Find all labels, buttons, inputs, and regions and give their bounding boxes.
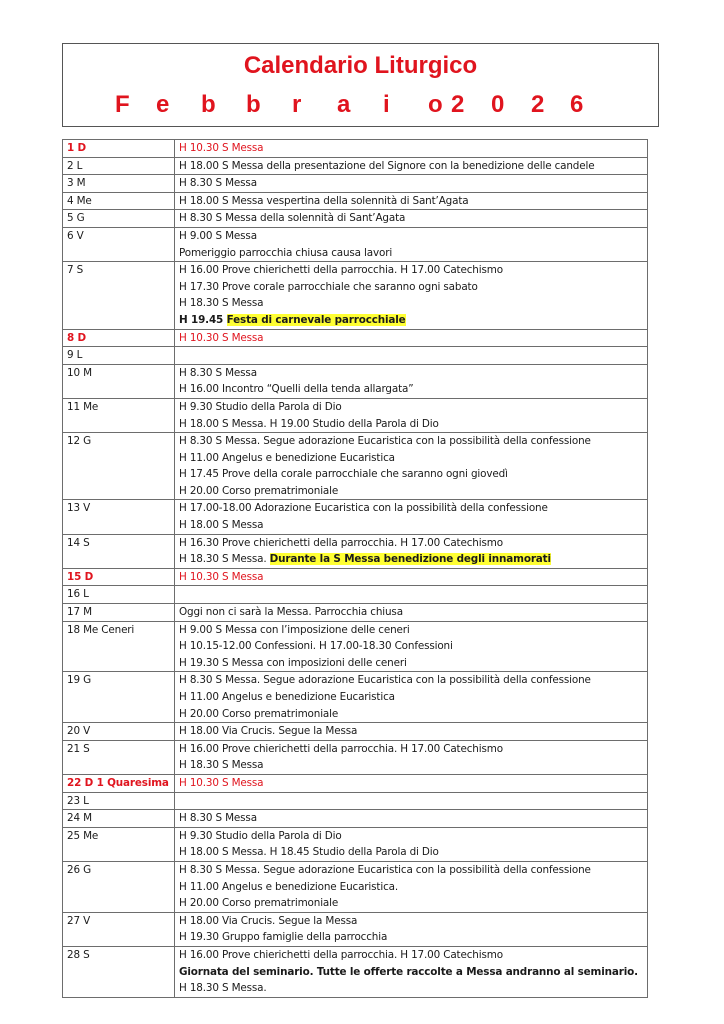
event-line — [179, 262, 643, 279]
event-text: Oggi non ci sarà la Messa. Parrocchia chiusa — [179, 606, 403, 619]
event-text: H 19.45 — [179, 313, 227, 326]
event-text: H 17.45 Prove della corale parrocchiale che saranno ogni giovedì — [179, 468, 508, 481]
day-label: 10 M — [63, 364, 175, 398]
day-label: 8 D — [63, 329, 175, 347]
day-events — [175, 534, 648, 568]
event-line — [179, 741, 643, 758]
event-line — [179, 844, 643, 861]
calendar-row — [63, 586, 648, 604]
day-label: 14 S — [63, 534, 175, 568]
calendar-row — [63, 723, 648, 741]
event-line — [179, 295, 643, 312]
month-letter: o — [428, 91, 443, 118]
day-events — [175, 946, 648, 997]
event-line — [179, 672, 643, 689]
event-text: H 8.30 S Messa — [179, 177, 257, 190]
day-events — [175, 140, 648, 158]
day-label: 28 S — [63, 946, 175, 997]
event-line — [179, 245, 643, 262]
day-events — [175, 827, 648, 861]
event-text: H 19.30 S Messa con imposizioni delle ceneri — [179, 656, 407, 669]
day-label: 26 G — [63, 861, 175, 912]
event-text: H 10.30 S Messa — [179, 776, 264, 789]
event-text: H 16.00 Incontro “Quelli della tenda allargata” — [179, 383, 414, 396]
day-events — [175, 500, 648, 534]
event-text: H 18.00 S Messa della presentazione del Signore con la benedizione delle candele — [179, 159, 595, 172]
event-text: H 8.30 S Messa — [179, 366, 257, 379]
event-line — [179, 586, 643, 603]
event-line — [179, 980, 643, 997]
calendar-row — [63, 140, 648, 158]
day-label: 15 D — [63, 568, 175, 586]
calendar-row — [63, 792, 648, 810]
calendar-row — [63, 912, 648, 946]
event-line — [179, 775, 643, 792]
event-text: H 16.00 Prove chierichetti della parrocchia. H 17.00 Catechismo — [179, 264, 503, 277]
event-line — [179, 466, 643, 483]
event-text: H 18.30 S Messa — [179, 759, 264, 772]
day-label: 23 L — [63, 792, 175, 810]
event-text: Giornata del seminario. Tutte le offerte raccolte a Messa andranno al seminario. — [179, 965, 638, 978]
calendar-row — [63, 534, 648, 568]
event-text: H 8.30 S Messa. Segue adorazione Eucaristica con la possibilità della confessione — [179, 435, 591, 448]
calendar-row — [63, 262, 648, 329]
day-events — [175, 740, 648, 774]
calendar-row — [63, 175, 648, 193]
calendar-row — [63, 347, 648, 365]
event-line — [179, 947, 643, 964]
day-events — [175, 262, 648, 329]
day-events — [175, 175, 648, 193]
calendar-row — [63, 210, 648, 228]
event-line — [179, 210, 643, 227]
highlighted-event-text: Durante la S Messa benedizione degli innamorati — [269, 553, 551, 566]
event-line — [179, 793, 643, 810]
event-line — [179, 757, 643, 774]
event-text: H 9.00 S Messa — [179, 229, 257, 242]
day-events — [175, 774, 648, 792]
day-events — [175, 364, 648, 398]
day-events — [175, 347, 648, 365]
event-line — [179, 622, 643, 639]
event-text: H 18.00 S Messa — [179, 519, 264, 532]
day-label: 21 S — [63, 740, 175, 774]
calendar-row — [63, 500, 648, 534]
event-text: H 9.30 Studio della Parola di Dio — [179, 400, 342, 413]
event-line — [179, 228, 643, 245]
day-label: 25 Me — [63, 827, 175, 861]
event-text: H 19.30 Gruppo famiglie della parrocchia — [179, 931, 388, 944]
event-text: H 18.00 S Messa vespertina della solennità di Sant’Agata — [179, 194, 469, 207]
event-line — [179, 193, 643, 210]
month-year-heading — [63, 90, 658, 120]
event-line — [179, 810, 643, 827]
event-text: H 18.00 Via Crucis. Segue la Messa — [179, 725, 358, 738]
event-line — [179, 433, 643, 450]
day-events — [175, 210, 648, 228]
event-line — [179, 723, 643, 740]
event-line — [179, 895, 643, 912]
day-events — [175, 192, 648, 210]
calendar-row — [63, 157, 648, 175]
day-label: 19 G — [63, 672, 175, 723]
event-line — [179, 535, 643, 552]
calendar-row — [63, 364, 648, 398]
calendar-row — [63, 740, 648, 774]
event-text: H 11.00 Angelus e benedizione Eucaristica — [179, 451, 395, 464]
calendar-row — [63, 604, 648, 622]
event-text: H 8.30 S Messa — [179, 812, 257, 825]
event-line — [179, 381, 643, 398]
event-text: Pomeriggio parrocchia chiusa causa lavori — [179, 246, 393, 259]
event-text: H 20.00 Corso prematrimoniale — [179, 707, 339, 720]
calendar-row — [63, 192, 648, 210]
day-label: 5 G — [63, 210, 175, 228]
calendar-row — [63, 433, 648, 500]
event-line — [179, 569, 643, 586]
event-text: H 20.00 Corso prematrimoniale — [179, 897, 339, 910]
day-events — [175, 792, 648, 810]
calendar-table — [62, 139, 648, 998]
day-events — [175, 398, 648, 432]
day-label: 27 V — [63, 912, 175, 946]
month-letter: e — [156, 91, 170, 118]
header-box — [62, 43, 659, 127]
day-label: 22 D 1 Quaresima — [63, 774, 175, 792]
month-letter: b — [246, 91, 261, 118]
event-text: H 18.30 S Messa. — [179, 982, 267, 995]
day-events — [175, 723, 648, 741]
event-line — [179, 655, 643, 672]
event-text: H 10.30 S Messa — [179, 142, 264, 154]
month-letter: a — [337, 91, 351, 118]
day-events — [175, 912, 648, 946]
day-label: 16 L — [63, 586, 175, 604]
day-label: 13 V — [63, 500, 175, 534]
day-events — [175, 861, 648, 912]
event-line — [179, 828, 643, 845]
highlighted-event-text: Festa di carnevale parrocchiale — [226, 313, 406, 326]
day-label: 3 M — [63, 175, 175, 193]
calendar-row — [63, 568, 648, 586]
event-text: H 18.00 S Messa. H 18.45 Studio della Parola di Dio — [179, 846, 439, 859]
event-line — [179, 862, 643, 879]
day-label: 18 Me Ceneri — [63, 621, 175, 672]
page-title: Calendario Liturgico — [243, 52, 478, 79]
calendar-row — [63, 329, 648, 347]
day-label: 7 S — [63, 262, 175, 329]
day-events — [175, 227, 648, 261]
day-events — [175, 621, 648, 672]
day-label: 6 V — [63, 227, 175, 261]
calendar-row — [63, 398, 648, 432]
event-text: H 8.30 S Messa della solennità di Sant’Agata — [179, 212, 406, 225]
event-text: H 17.00-18.00 Adorazione Eucaristica con la possibilità della confessione — [179, 502, 548, 515]
day-label: 11 Me — [63, 398, 175, 432]
event-text: H 17.30 Prove corale parrocchiale che saranno ogni sabato — [179, 280, 478, 293]
event-text: H 9.30 Studio della Parola di Dio — [179, 829, 342, 842]
event-line — [179, 604, 643, 621]
day-events — [175, 157, 648, 175]
day-events — [175, 329, 648, 347]
day-events — [175, 672, 648, 723]
event-line — [179, 879, 643, 896]
event-line — [179, 365, 643, 382]
event-line — [179, 450, 643, 467]
calendar-row — [63, 946, 648, 997]
event-line — [179, 551, 643, 568]
event-line — [179, 347, 643, 364]
event-text: H 10.30 S Messa — [179, 570, 264, 583]
event-line — [179, 416, 643, 433]
event-text: H 18.30 S Messa — [179, 297, 264, 310]
calendar-row — [63, 672, 648, 723]
event-text: H 8.30 S Messa. Segue adorazione Eucaristica con la possibilità della confessione — [179, 674, 591, 687]
event-line — [179, 638, 643, 655]
event-text: H 10.15-12.00 Confessioni. H 17.00-18.30 Confessioni — [179, 640, 453, 653]
year-digit: 2 — [531, 91, 545, 118]
calendar-row — [63, 227, 648, 261]
event-line — [179, 517, 643, 534]
event-line — [179, 689, 643, 706]
event-line — [179, 330, 643, 347]
month-letter: F — [115, 91, 130, 118]
event-text: H 11.00 Angelus e benedizione Eucaristica — [179, 691, 395, 703]
event-text: H 16.30 Prove chierichetti della parrocchia. H 17.00 Catechismo — [179, 536, 503, 549]
day-label: 12 G — [63, 433, 175, 500]
day-label: 24 M — [63, 810, 175, 828]
calendar-row — [63, 621, 648, 672]
calendar-row — [63, 861, 648, 912]
event-line — [179, 706, 643, 723]
event-text: H 9.00 S Messa con l’imposizione delle ceneri — [179, 623, 410, 636]
event-line — [179, 158, 643, 175]
event-line — [179, 964, 643, 981]
day-events — [175, 586, 648, 604]
event-line — [179, 175, 643, 192]
event-text: H 18.30 S Messa. — [179, 553, 270, 566]
event-text: H 8.30 S Messa. Segue adorazione Eucaristica con la possibilità della confessione — [179, 863, 591, 876]
event-text: H 18.00 Via Crucis. Segue la Messa — [179, 914, 358, 927]
day-label: 17 M — [63, 604, 175, 622]
year-digit: 0 — [491, 91, 505, 118]
event-line — [179, 913, 643, 930]
day-label: 4 Me — [63, 192, 175, 210]
event-text: H 11.00 Angelus e benedizione Eucaristica. — [179, 880, 399, 893]
event-line — [179, 500, 643, 517]
calendar-row — [63, 774, 648, 792]
event-text: H 10.30 S Messa — [179, 331, 264, 344]
event-line — [179, 483, 643, 500]
calendar-row — [63, 810, 648, 828]
day-events — [175, 604, 648, 622]
event-line — [179, 399, 643, 416]
day-events — [175, 568, 648, 586]
event-text: H 16.00 Prove chierichetti della parrocchia. H 17.00 Catechismo — [179, 948, 503, 961]
event-line — [179, 279, 643, 296]
event-text: H 18.00 S Messa. H 19.00 Studio della Parola di Dio — [179, 417, 439, 430]
year-digit: 6 — [570, 91, 584, 118]
day-events — [175, 433, 648, 500]
event-text: H 16.00 Prove chierichetti della parrocchia. H 17.00 Catechismo — [179, 742, 503, 755]
day-events — [175, 810, 648, 828]
event-text: H 20.00 Corso prematrimoniale — [179, 484, 339, 497]
calendar-row — [63, 827, 648, 861]
event-line — [179, 140, 643, 157]
day-label: 20 V — [63, 723, 175, 741]
month-letter: r — [292, 91, 302, 118]
month-letter: i — [383, 91, 390, 118]
year-digit: 2 — [451, 91, 465, 118]
day-label: 9 L — [63, 347, 175, 365]
month-letter: b — [201, 91, 216, 118]
event-line — [179, 929, 643, 946]
event-line — [179, 312, 643, 329]
day-label: 2 L — [63, 157, 175, 175]
day-label: 1 D — [63, 140, 175, 158]
